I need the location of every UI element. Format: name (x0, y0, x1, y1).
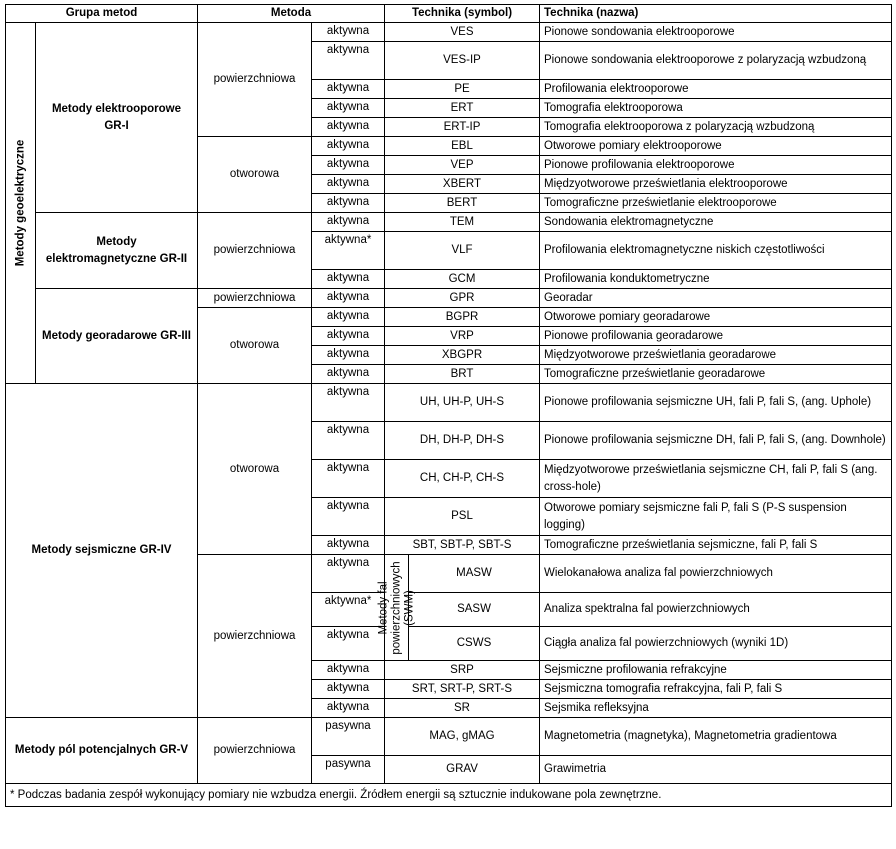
name-cell: Pionowe sondowania elektrooporowe (540, 23, 892, 42)
name-cell: Tomografia elektrooporowa (540, 99, 892, 118)
symbol-cell: VRP (385, 327, 540, 346)
mode-cell: aktywna (312, 213, 385, 232)
name-cell: Tomograficzne prześwietlanie georadarowe (540, 365, 892, 384)
super-group-label: Metody geoelektryczne (14, 139, 26, 267)
name-cell: Pionowe profilowania elektrooporowe (540, 156, 892, 175)
mode-cell: aktywna (312, 80, 385, 99)
mode-cell: aktywna (312, 346, 385, 365)
name-cell: Otworowe pomiary sejsmiczne fali P, fali S (P-S suspension logging) (540, 498, 892, 536)
mode-cell: aktywna (312, 422, 385, 460)
symbol-cell: UH, UH-P, UH-S (385, 384, 540, 422)
symbol-cell: GCM (385, 270, 540, 289)
symbol-cell: PE (385, 80, 540, 99)
mode-cell: aktywna* (312, 232, 385, 270)
name-cell: Otworowe pomiary elektrooporowe (540, 137, 892, 156)
header-symbol: Technika (symbol) (385, 5, 540, 23)
symbol-cell: XBERT (385, 175, 540, 194)
symbol-cell: TEM (385, 213, 540, 232)
mode-cell: aktywna (312, 175, 385, 194)
symbol-cell: XBGPR (385, 346, 540, 365)
symbol-cell: SASW (409, 593, 540, 627)
name-cell: Tomograficzne prześwietlanie elektrooporowe (540, 194, 892, 213)
name-cell: Międzyotworowe prześwietlania georadarowe (540, 346, 892, 365)
table-row (6, 23, 892, 42)
name-cell: Georadar (540, 289, 892, 308)
header-nazwa: Technika (nazwa) (540, 5, 892, 23)
symbol-cell: GRAV (385, 756, 540, 784)
mode-cell: aktywna (312, 365, 385, 384)
method-cell: powierzchniowa (198, 555, 312, 718)
name-cell: Profilowania elektromagnetyczne niskich częstotliwości (540, 232, 892, 270)
name-cell: Sondowania elektromagnetyczne (540, 213, 892, 232)
mode-cell: pasywna (312, 756, 385, 784)
name-cell: Sejsmiczna tomografia refrakcyjna, fali P, fali S (540, 680, 892, 699)
name-cell: Otworowe pomiary georadarowe (540, 308, 892, 327)
name-cell: Międzyotworowe prześwietlania elektrooporowe (540, 175, 892, 194)
symbol-cell: CSWS (409, 627, 540, 661)
mode-cell: aktywna (312, 555, 385, 593)
method-cell: powierzchniowa (198, 718, 312, 784)
symbol-cell: SRP (385, 661, 540, 680)
symbol-cell: GPR (385, 289, 540, 308)
mode-cell: aktywna (312, 99, 385, 118)
mode-cell: aktywna (312, 384, 385, 422)
super-group-cell (6, 23, 36, 384)
mode-cell: aktywna (312, 23, 385, 42)
mode-cell: aktywna (312, 498, 385, 536)
symbol-cell: VES-IP (385, 42, 540, 80)
symbol-cell: VEP (385, 156, 540, 175)
mode-cell: aktywna (312, 270, 385, 289)
mode-cell: aktywna (312, 308, 385, 327)
symbol-cell: SR (385, 699, 540, 718)
name-cell: Międzyotworowe prześwietlania sejsmiczne CH, fali P, fali S (ang. cross-hole) (540, 460, 892, 498)
symbol-cell: BRT (385, 365, 540, 384)
name-cell: Pionowe profilowania georadarowe (540, 327, 892, 346)
mode-cell: aktywna (312, 156, 385, 175)
name-cell: Pionowe profilowania sejsmiczne UH, fali P, fali S, (ang. Uphole) (540, 384, 892, 422)
symbol-cell: VES (385, 23, 540, 42)
mode-cell: aktywna (312, 661, 385, 680)
symbol-cell: CH, CH-P, CH-S (385, 460, 540, 498)
mode-cell: aktywna (312, 194, 385, 213)
header-metoda: Metoda (198, 5, 385, 23)
name-cell: Magnetometria (magnetyka), Magnetometria gradientowa (540, 718, 892, 756)
symbol-cell: MASW (409, 555, 540, 593)
symbol-cell: SRT, SRT-P, SRT-S (385, 680, 540, 699)
group-gr2: Metody elektromagnetyczne GR-II (36, 213, 198, 289)
group-gr4: Metody sejsmiczne GR-IV (6, 384, 198, 718)
mode-cell: aktywna (312, 680, 385, 699)
swm-cell (377, 555, 415, 661)
mode-cell: aktywna (312, 536, 385, 555)
header-row (6, 5, 892, 23)
symbol-cell: VLF (385, 232, 540, 270)
method-cell: powierzchniowa (198, 289, 312, 308)
method-cell: otworowa (198, 384, 312, 555)
symbol-cell: ERT-IP (385, 118, 540, 137)
method-cell: otworowa (198, 308, 312, 384)
symbol-cell: SBT, SBT-P, SBT-S (385, 536, 540, 555)
name-cell: Pionowe profilowania sejsmiczne DH, fali P, fali S, (ang. Downhole) (540, 422, 892, 460)
mode-cell: aktywna (312, 327, 385, 346)
symbol-cell: MAG, gMAG (385, 718, 540, 756)
group-gr3: Metody georadarowe GR-III (36, 289, 198, 384)
mode-cell: pasywna (312, 718, 385, 756)
mode-cell: aktywna (312, 460, 385, 498)
footnote-row (6, 784, 892, 807)
name-cell: Wielokanałowa analiza fal powierzchniowych (540, 555, 892, 593)
mode-cell: aktywna (312, 137, 385, 156)
name-cell: Grawimetria (540, 756, 892, 784)
name-cell: Tomograficzne prześwietlania sejsmiczne, fali P, fali S (540, 536, 892, 555)
table-row (6, 718, 892, 756)
table-row (6, 213, 892, 232)
mode-cell: aktywna (312, 627, 385, 661)
table-row (6, 384, 892, 422)
name-cell: Analiza spektralna fal powierzchniowych (540, 593, 892, 627)
symbol-cell: DH, DH-P, DH-S (385, 422, 540, 460)
group-gr5: Metody pól potencjalnych GR-V (6, 718, 198, 784)
mode-cell: aktywna (312, 289, 385, 308)
symbol-cell: BERT (385, 194, 540, 213)
symbol-cell: PSL (385, 498, 540, 536)
mode-cell: aktywna* (312, 593, 385, 627)
name-cell: Sejsmika refleksyjna (540, 699, 892, 718)
mode-cell: aktywna (312, 118, 385, 137)
symbol-cell: EBL (385, 137, 540, 156)
mode-cell: aktywna (312, 42, 385, 80)
symbol-cell: ERT (385, 99, 540, 118)
method-cell: powierzchniowa (198, 23, 312, 137)
method-cell: otworowa (198, 137, 312, 213)
header-grupa: Grupa metod (6, 5, 198, 23)
swm-label: Metody fal powierzchniowych (SWM) (377, 560, 415, 655)
name-cell: Ciągła analiza fal powierzchniowych (wyniki 1D) (540, 627, 892, 661)
methods-table (5, 4, 892, 807)
name-cell: Pionowe sondowania elektrooporowe z polaryzacją wzbudzoną (540, 42, 892, 80)
name-cell: Profilowania konduktometryczne (540, 270, 892, 289)
mode-cell: aktywna (312, 699, 385, 718)
table-row (6, 289, 892, 308)
group-gr1: Metody elektrooporowe GR-I (36, 23, 198, 213)
name-cell: Profilowania elektrooporowe (540, 80, 892, 99)
symbol-cell: BGPR (385, 308, 540, 327)
name-cell: Sejsmiczne profilowania refrakcyjne (540, 661, 892, 680)
name-cell: Tomografia elektrooporowa z polaryzacją wzbudzoną (540, 118, 892, 137)
footnote: * Podczas badania zespół wykonujący pomiary nie wzbudza energii. Źródłem energii są sztucznie indukowane pola zewnętrzne. (6, 784, 892, 807)
method-cell: powierzchniowa (198, 213, 312, 289)
